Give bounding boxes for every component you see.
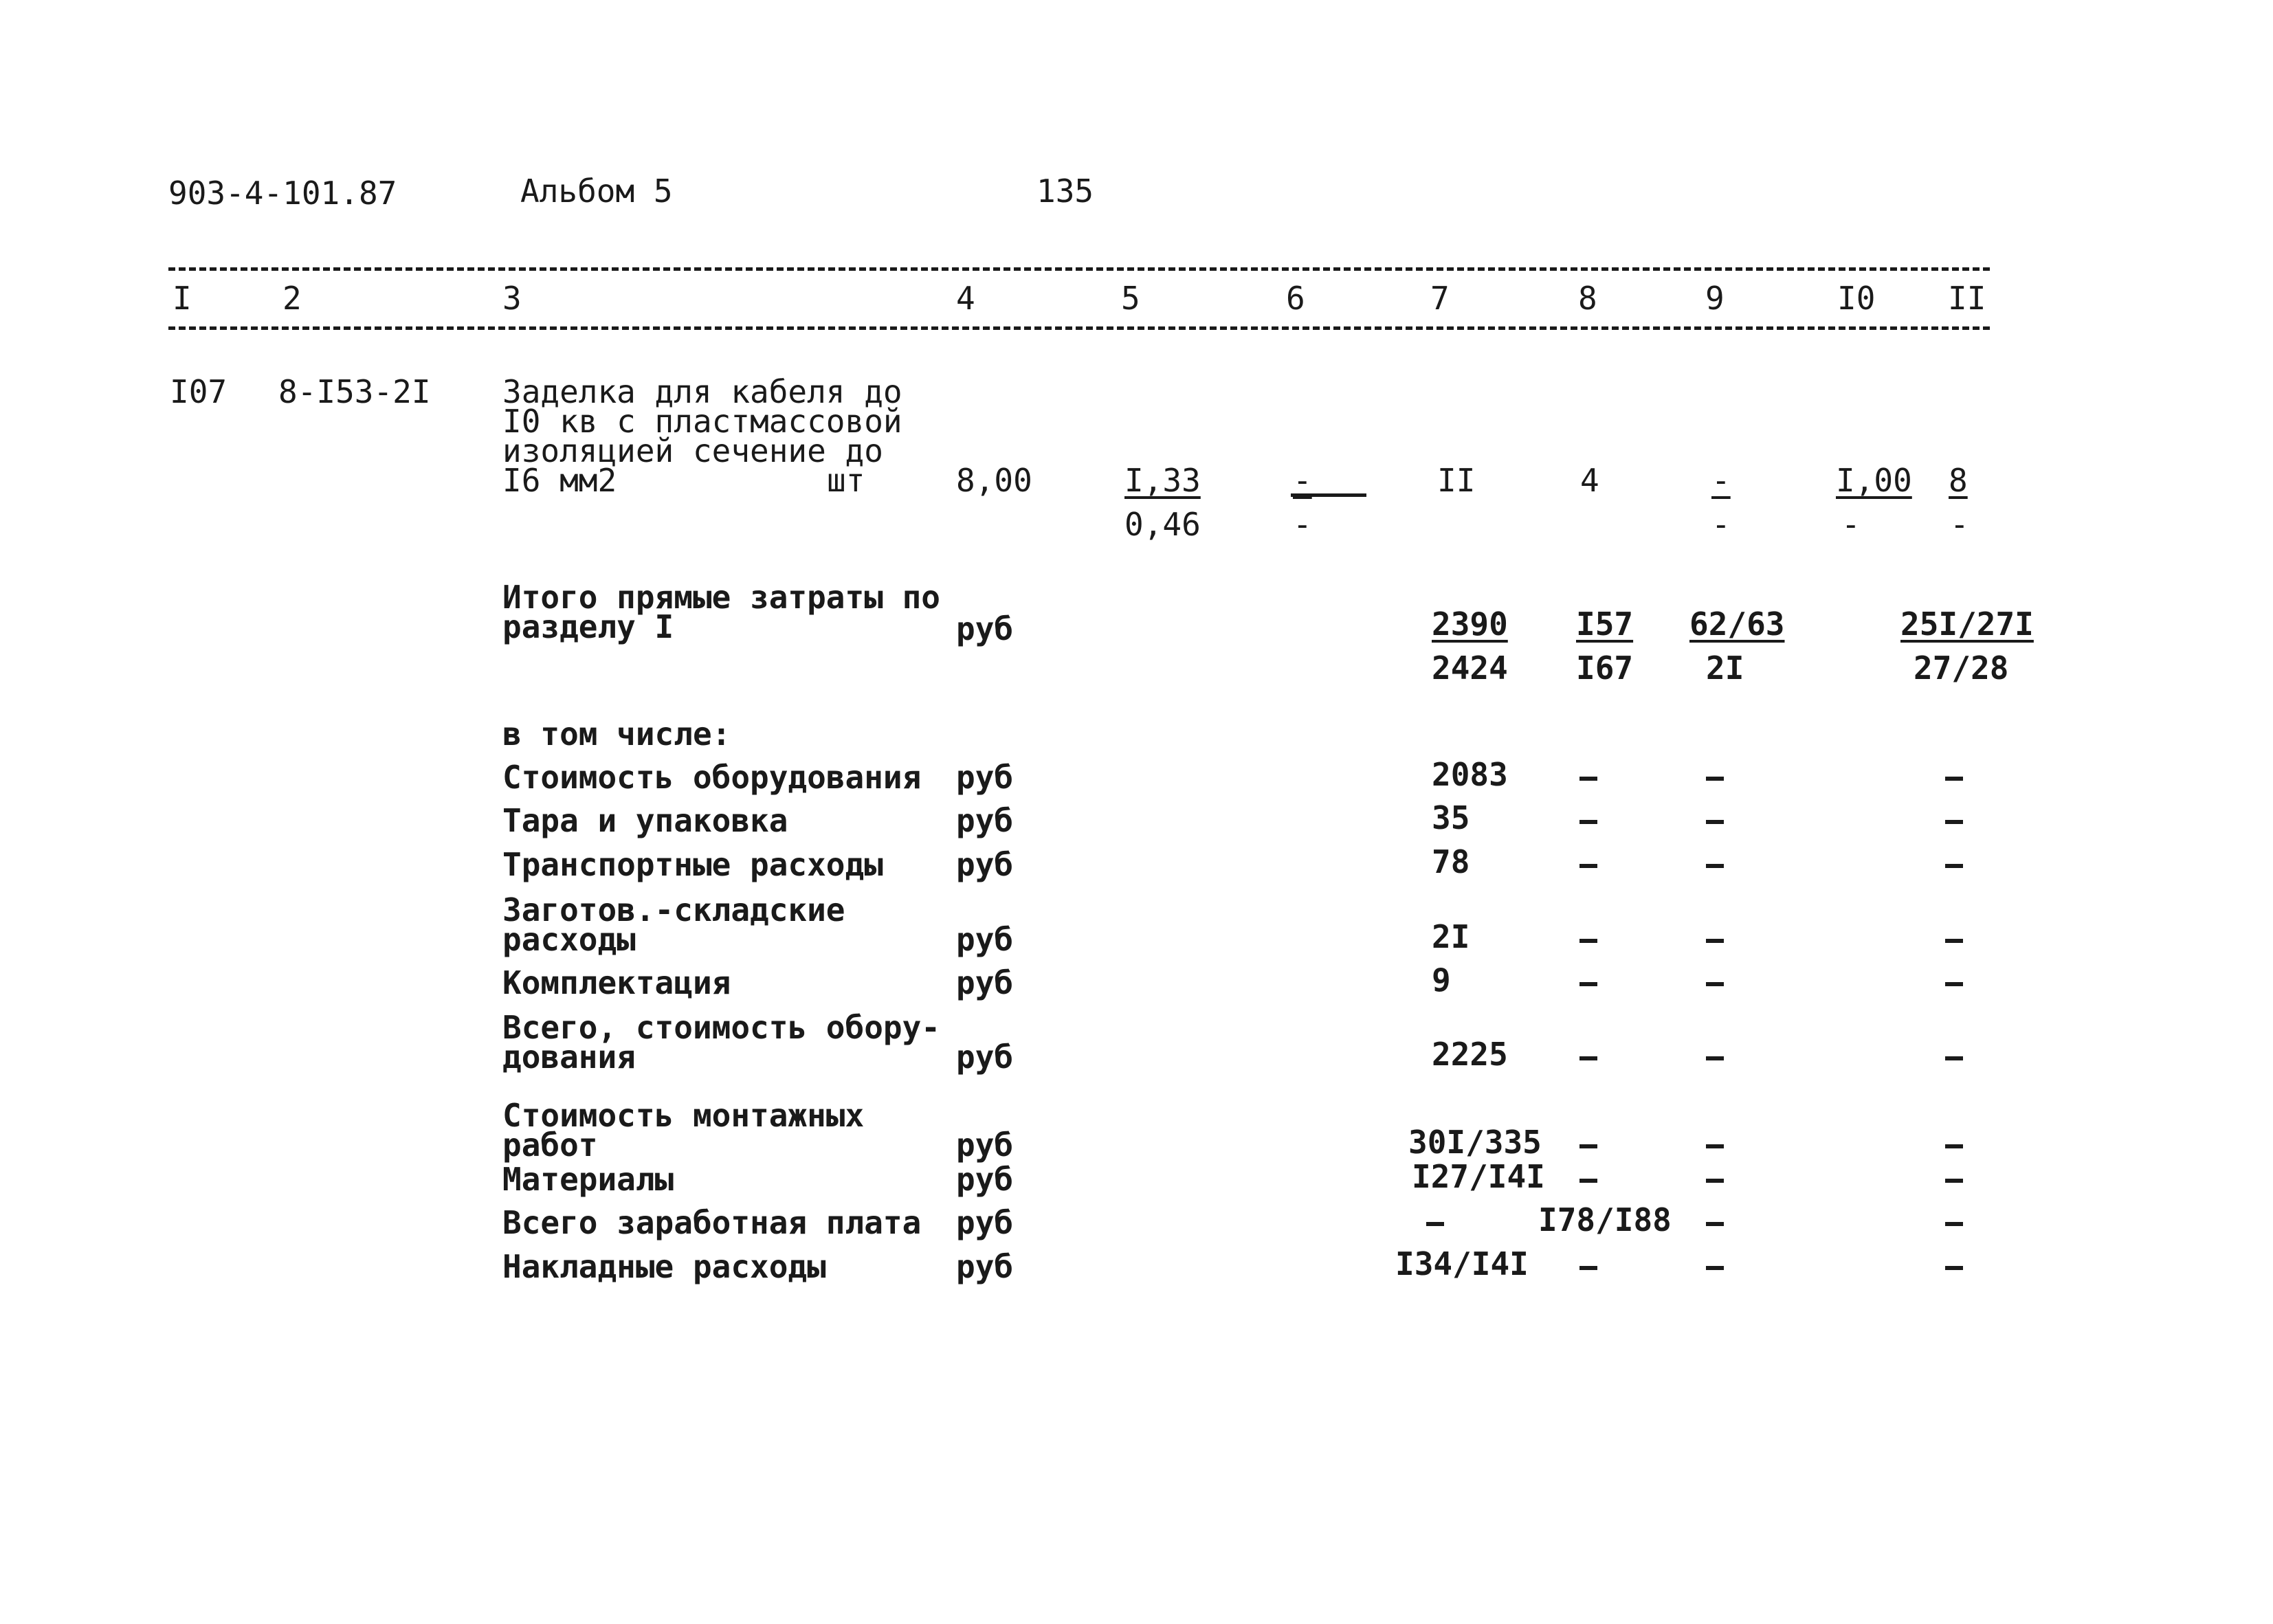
breakdown-col7-6: 2225 [1432,1036,1508,1073]
breakdown-col11-8 [1945,1179,1963,1183]
breakdown-col11-4 [1945,939,1963,943]
column-header-2: 2 [282,280,302,317]
column-header-10: I0 [1837,280,1876,317]
breakdown-label-3-line-1: Транспортные расходы [502,846,883,883]
breakdown-label-7-line-2: работ [502,1126,598,1164]
breakdown-col11-3 [1945,864,1963,868]
album-label: Альбом 5 [520,173,673,210]
item-col10-bottom: - [1841,506,1861,543]
breakdown-label-5-line-1: Комплектация [502,964,731,1001]
breakdown-col7-8: I27/I4I [1412,1158,1545,1195]
item-number: I07 [170,373,228,410]
breakdown-col9-8 [1706,1179,1724,1183]
item-col6-top: - [1293,462,1312,499]
breakdown-col9-2 [1706,820,1724,824]
item-col10-top: I,00 [1836,462,1912,499]
item-quantity: 8,00 [956,462,1032,499]
header-rule-bottom [168,326,1990,330]
breakdown-col7-2: 35 [1432,799,1470,836]
breakdown-label-6-line-2: дования [502,1038,636,1076]
breakdown-unit-7: руб [956,1126,1014,1164]
breakdown-col7-9 [1426,1222,1444,1226]
item-description-line-3: изоляцией сечение до [502,432,883,469]
total-col11-top: 25I/27I [1900,605,2034,643]
item-unit: шт [827,462,865,499]
column-header-3: 3 [502,280,522,317]
total-col7-top: 2390 [1432,605,1508,643]
breakdown-col7-7: 30I/335 [1408,1124,1542,1161]
breakdown-col7-1: 2083 [1432,756,1508,793]
item-col9-bottom: - [1711,506,1731,543]
breakdown-label-9-line-1: Всего заработная плата [502,1204,922,1241]
breakdown-col8-1 [1579,777,1597,781]
column-header-4: 4 [956,280,975,317]
item-description-line-2: I0 кв с пластмассовой [502,403,902,440]
breakdown-label-1-line-1: Стоимость оборудования [502,759,922,796]
breakdown-col9-4 [1706,939,1724,943]
total-col9-top: 62/63 [1689,605,1785,643]
total-unit: руб [956,610,1014,647]
column-header-1: I [173,280,192,317]
breakdown-unit-9: руб [956,1204,1014,1241]
breakdown-col11-9 [1945,1222,1963,1226]
item-col8: 4 [1580,462,1599,499]
total-col9-bottom: 2I [1706,649,1744,687]
breakdown-col8-10 [1579,1266,1597,1270]
total-label-line-1: Итого прямые затраты по [502,579,940,616]
breakdown-unit-4: руб [956,921,1014,958]
breakdown-col11-6 [1945,1056,1963,1060]
breakdown-unit-2: руб [956,802,1014,839]
breakdown-label-7-line-1: Стоимость монтажных [502,1097,865,1134]
breakdown-col7-10: I34/I4I [1395,1245,1529,1282]
breakdown-col7-3: 78 [1432,843,1470,880]
item-col6-bottom: - [1293,506,1312,543]
breakdown-unit-5: руб [956,964,1014,1001]
breakdown-col9-9 [1706,1222,1724,1226]
breakdown-col8-8 [1579,1179,1597,1183]
item-description-line-1: Заделка для кабеля до [502,373,902,410]
item-col7: II [1437,462,1476,499]
breakdown-col9-7 [1706,1144,1724,1148]
breakdown-col9-6 [1706,1056,1724,1060]
column-header-5: 5 [1121,280,1140,317]
header-rule-top [168,267,1990,271]
column-header-9: 9 [1705,280,1725,317]
breakdown-col11-1 [1945,777,1963,781]
item-code: 8-I53-2I [278,373,431,410]
item-col9-top: - [1711,462,1731,499]
breakdown-col8-4 [1579,939,1597,943]
item-col6-underline [1291,493,1366,497]
breakdown-col11-2 [1945,820,1963,824]
page-number: 135 [1036,173,1094,210]
breakdown-col7-5: 9 [1432,961,1451,999]
breakdown-col9-5 [1706,982,1724,986]
item-col5-top: I,33 [1124,462,1201,499]
including-label: в том числе: [502,715,731,753]
breakdown-label-2-line-1: Тара и упаковка [502,802,788,839]
total-col11-bottom: 27/28 [1914,649,2009,687]
breakdown-unit-1: руб [956,759,1014,796]
column-header-11: II [1948,280,1986,317]
document-code: 903-4-101.87 [168,175,397,212]
breakdown-col9-3 [1706,864,1724,868]
breakdown-col11-5 [1945,982,1963,986]
breakdown-label-8-line-1: Материалы [502,1161,674,1198]
breakdown-label-4-line-1: Заготов.-складские [502,891,845,928]
item-col5-bottom: 0,46 [1124,506,1201,543]
breakdown-label-10-line-1: Накладные расходы [502,1248,826,1285]
breakdown-col8-9: I78/I88 [1538,1201,1672,1238]
breakdown-col9-1 [1706,777,1724,781]
column-header-8: 8 [1578,280,1597,317]
breakdown-label-4-line-2: расходы [502,921,636,958]
breakdown-unit-10: руб [956,1248,1014,1285]
breakdown-col8-6 [1579,1056,1597,1060]
item-col11-bottom: - [1950,506,1969,543]
total-col7-bottom: 2424 [1432,649,1508,687]
breakdown-col9-10 [1706,1266,1724,1270]
breakdown-col7-4: 2I [1432,918,1470,955]
breakdown-label-6-line-1: Всего, стоимость обору- [502,1009,940,1046]
breakdown-col11-10 [1945,1266,1963,1270]
item-col11-top: 8 [1949,462,1968,499]
breakdown-col8-3 [1579,864,1597,868]
breakdown-col8-2 [1579,820,1597,824]
column-header-7: 7 [1430,280,1450,317]
breakdown-col8-7 [1579,1144,1597,1148]
total-col8-bottom: I67 [1576,649,1634,687]
breakdown-unit-8: руб [956,1161,1014,1198]
breakdown-col11-7 [1945,1144,1963,1148]
total-col8-top: I57 [1576,605,1634,643]
breakdown-col8-5 [1579,982,1597,986]
breakdown-unit-3: руб [956,846,1014,883]
column-header-6: 6 [1286,280,1305,317]
item-description-line-4: I6 мм2 [502,462,617,499]
breakdown-unit-6: руб [956,1038,1014,1076]
total-label-line-2: разделу I [502,608,674,645]
